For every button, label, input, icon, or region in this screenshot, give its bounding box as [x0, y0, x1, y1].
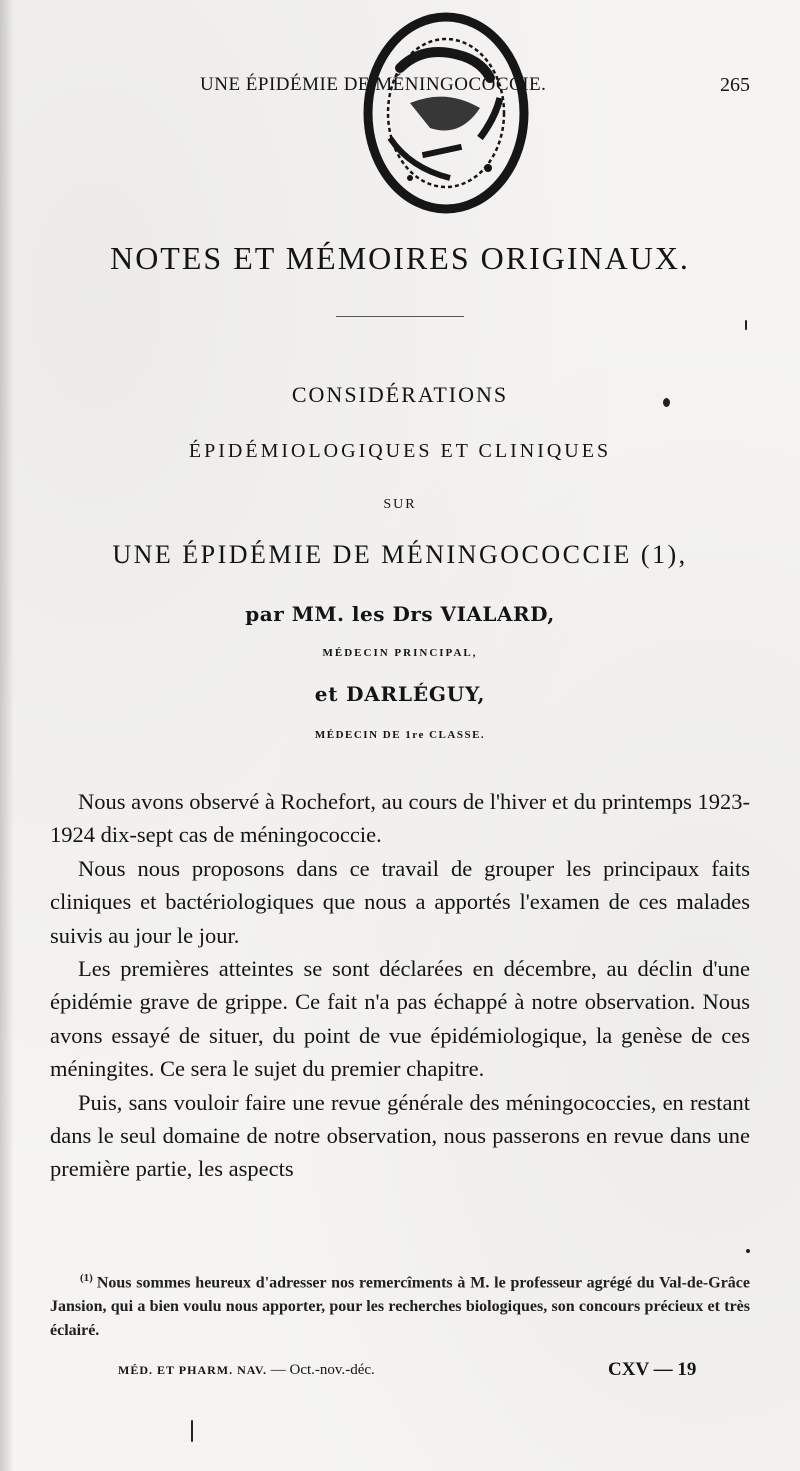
- footnote: [50, 1266, 750, 1343]
- ink-speck: [746, 1249, 750, 1253]
- page-number: 265: [720, 74, 750, 96]
- footer-journal-line: [118, 1362, 375, 1379]
- ink-speck: [745, 320, 747, 330]
- footnote-text: Nous sommes heureux d'adresser nos remercîments à M. le professeur agrégé du Val-de-Grâce Jansion, qui a bien voulu nous apporter, pour les recherches biologiques, son concours précieux et très éclairé.: [50, 1274, 750, 1340]
- article-title-line-4: UNE ÉPIDÉMIE DE MÉNINGOCOCCIE (1),: [112, 540, 688, 569]
- footer-issue: Oct.-nov.-déc.: [289, 1362, 375, 1378]
- article-title-line-2: ÉPIDÉMIOLOGIQUES ET CLINIQUES: [188, 440, 612, 462]
- footer-journal: MÉD. ET PHARM. NAV.: [118, 1363, 268, 1377]
- author-2: et DARLÉGUY,: [314, 682, 486, 706]
- running-head-title: UNE ÉPIDÉMIE DE MÉNINGOCOCCIE.: [200, 74, 547, 95]
- article-title-line-3: SUR: [383, 497, 417, 512]
- author-1: par MM. les Drs VIALARD,: [245, 602, 555, 626]
- title-rule: [336, 316, 464, 317]
- author-1-role: MÉDECIN PRINCIPAL,: [322, 647, 478, 659]
- article-body: [50, 785, 750, 1186]
- section-title: NOTES ET MÉMOIRES ORIGINAUX.: [110, 240, 690, 276]
- body-paragraph-2: Nous nous proposons dans ce travail de grouper les principaux faits cliniques et bactériologiques que nous a apportés l'examen de ces malades suivis au jour le jour.: [50, 855, 750, 948]
- footnote-marker: (1): [80, 1272, 93, 1284]
- body-paragraph-1: Nous avons observé à Rochefort, au cours de l'hiver et du printemps 1923-1924 dix-sept cas de méningococcie.: [50, 789, 751, 848]
- footer-volume: CXV — 19: [608, 1359, 697, 1380]
- body-paragraph-4: Puis, sans vouloir faire une revue générale des méningococcies, en restant dans le seul domaine de notre observation, nous passerons en revue dans une première partie, les aspects: [50, 1089, 750, 1182]
- ink-speck: [663, 398, 670, 407]
- article-title-line-1: CONSIDÉRATIONS: [291, 382, 509, 407]
- body-paragraph-3: Les premières atteintes se sont déclarées en décembre, au déclin d'une épidémie grave de grippe. Ce fait n'a pas échappé à notre observation. Nous avons essayé de situer, du point de vue épidémiologique, la genèse de ces méningites. Ce sera le sujet du premier chapitre.: [50, 956, 750, 1082]
- page-footer: [0, 1359, 800, 1386]
- author-2-role: MÉDECIN DE 1re CLASSE.: [314, 729, 486, 741]
- footer-dash: —: [270, 1362, 286, 1378]
- library-stamp: [360, 8, 532, 218]
- ink-speck: [191, 1420, 193, 1442]
